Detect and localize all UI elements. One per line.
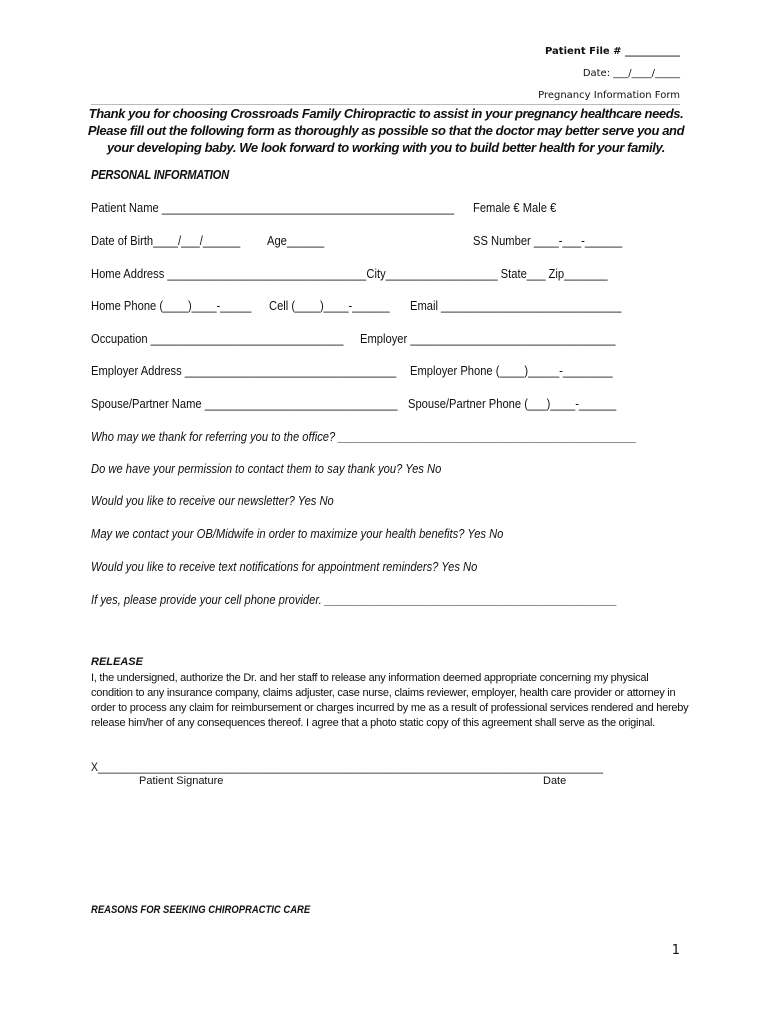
home-phone-field[interactable]: Home Phone (____)____-_____: [91, 298, 252, 313]
ss-number-field[interactable]: SS Number ____-___-______: [473, 233, 623, 248]
patient-name-field[interactable]: Patient Name _______________________________________________: [91, 200, 455, 215]
reasons-title: REASONS FOR SEEKING CHIROPRACTIC CARE: [91, 904, 311, 916]
employer-address-field[interactable]: Employer Address __________________________________: [91, 363, 397, 378]
home-address-field[interactable]: Home Address ________________________________City__________________ State___ Zip_______: [91, 266, 608, 281]
cell-phone-field[interactable]: Cell (____)____-______: [269, 298, 390, 313]
referral-question[interactable]: Who may we thank for referring you to the office? ________________________________________________: [91, 429, 637, 444]
intro-paragraph: Thank you for choosing Crossroads Family Chiropractic to assist in your pregnancy healthcare needs. Please fill out the following form as thoroughly as possible so that the doctor may better serve you and your developing baby. We look forward to working with you to build better health for your family.: [87, 106, 685, 155]
occupation-field[interactable]: Occupation _______________________________: [91, 331, 344, 346]
cell-provider-question[interactable]: If yes, please provide your cell phone provider. _______________________________________________: [91, 592, 618, 607]
employer-phone-field[interactable]: Employer Phone (____)_____-________: [410, 363, 613, 378]
spouse-name-field[interactable]: Spouse/Partner Name _______________________________: [91, 396, 398, 411]
header-date: Date: ___/____/_____: [582, 68, 680, 79]
patient-signature-label: Patient Signature: [139, 775, 224, 787]
form-name: Pregnancy Information Form: [538, 90, 680, 101]
signature-date-label: Date: [543, 775, 567, 787]
spouse-phone-field[interactable]: Spouse/Partner Phone (___)____-______: [408, 396, 617, 411]
dob-field[interactable]: Date of Birth____/___/______: [91, 233, 241, 248]
email-field[interactable]: Email _____________________________: [410, 298, 622, 313]
permission-question[interactable]: Do we have your permission to contact them to say thank you? Yes No: [91, 461, 442, 476]
newsletter-question[interactable]: Would you like to receive our newsletter? Yes No: [91, 493, 334, 508]
personal-info-title: PERSONAL INFORMATION: [91, 167, 229, 182]
employer-field[interactable]: Employer _________________________________: [360, 331, 616, 346]
ob-midwife-question[interactable]: May we contact your OB/Midwife in order to maximize your health benefits? Yes No: [91, 526, 504, 541]
age-field[interactable]: Age______: [267, 233, 325, 248]
release-text: I, the undersigned, authorize the Dr. and her staff to release any information deemed appropriate concerning my physical condition to any insurance company, claims adjuster, case nurse, claims reviewer, employer, health care provider or attorney in order to process any claim for reimbursement or charges incurred by me as a result of professional services rendered and hereby release him/her of any consequences thereof. I agree that a photo static copy of this agreement shall serve as the original.: [91, 672, 689, 729]
patient-file-number: Patient File # ___________: [545, 46, 680, 57]
text-notifications-question[interactable]: Would you like to receive text notifications for appointment reminders? Yes No: [91, 559, 478, 574]
gender-checkboxes[interactable]: Female € Male €: [473, 200, 557, 215]
page-number: 1: [671, 943, 680, 958]
signature-line[interactable]: X________________________________________________________________________________________: [91, 760, 603, 774]
release-title: RELEASE: [91, 656, 143, 668]
